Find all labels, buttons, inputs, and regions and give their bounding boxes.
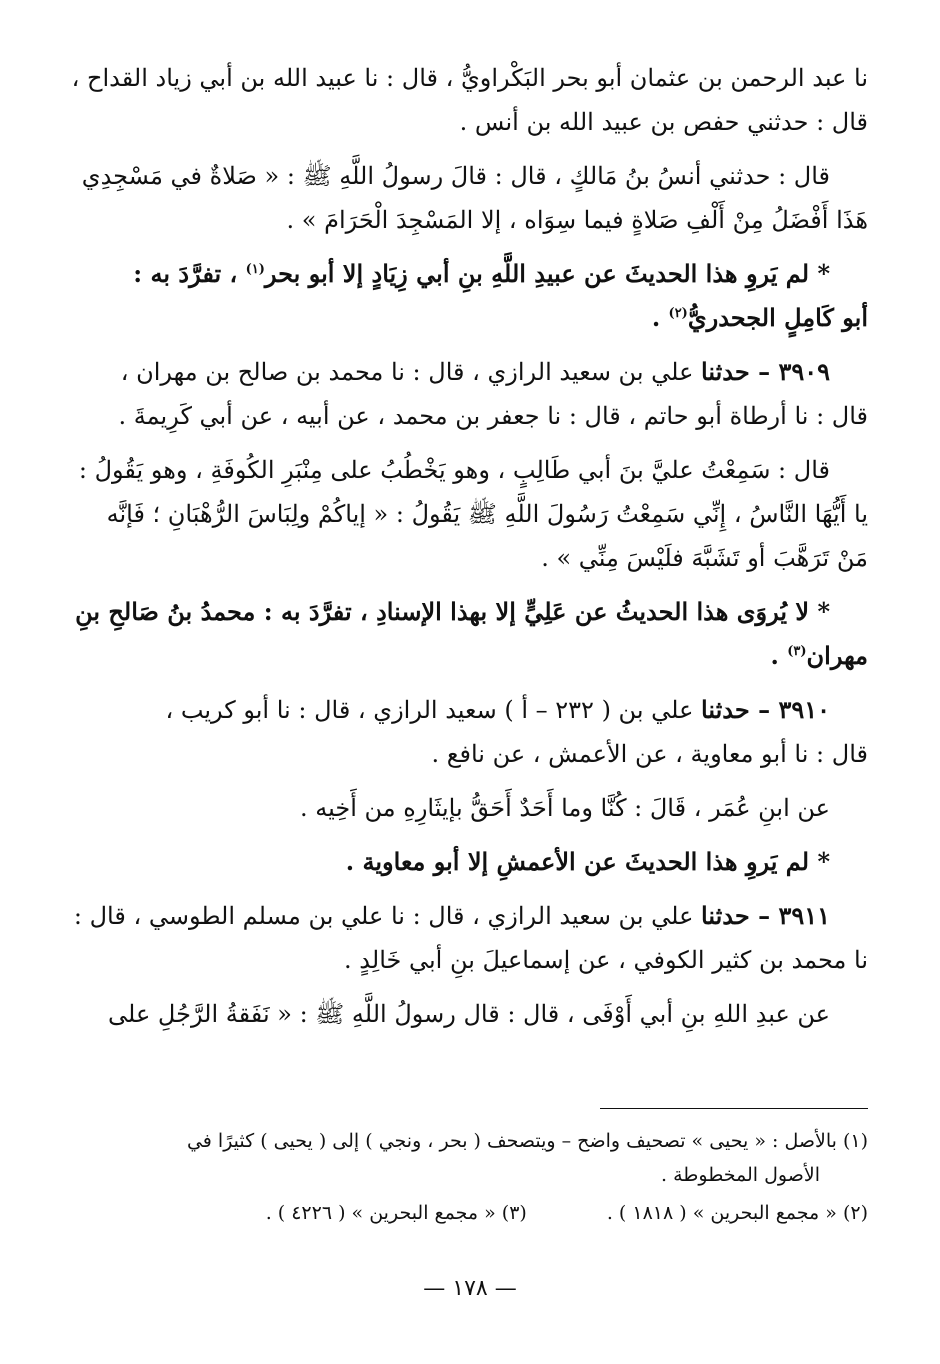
paragraph-hadith-matn bbox=[38, 154, 868, 242]
isnad-text: علي بن سعيد الرازي ، قال : نا علي بن مسلم الطوسي ، قال : bbox=[73, 902, 694, 930]
note-text: . bbox=[651, 303, 661, 332]
footnote-1: (١) بالأصل : « يحيى » تصحيف واضح – ويتصحف ( بحر ، ونجي ) إلى ( يحيى ) كثيرًا في bbox=[186, 1130, 868, 1152]
text-line: * لا يُروَى هذا الحديثُ عن عَلِيٍّ إلا بهذا الإسنادِ ، تفرَّدَ به : محمدُ بنُ صَالحِ بنِ bbox=[75, 597, 830, 626]
footnote-row bbox=[38, 1196, 868, 1230]
text-line: * لم يَروِ هذا الحديثَ عن الأعمشِ إلا أبو معاوية . bbox=[345, 847, 830, 876]
note-text: * لم يَروِ هذا الحديثَ عن عبيدِ اللَّهِ بنِ أبي زِيَادٍ إلا أبو بحر bbox=[264, 259, 830, 288]
text-line: عن ابنِ عُمَر ، قَالَ : كُنَّا وما أَحَدٌ أَحَقُّ بإيثَارِهِ من أَخِيه . bbox=[300, 794, 830, 822]
note-text: مهران bbox=[806, 641, 868, 670]
hadith-number: ٣٩١٠ – حدثنا bbox=[701, 695, 830, 724]
text-line: عن عبدِ اللهِ بنِ أبي أَوْفَى ، قال : قال رسولُ اللَّهِ ﷺ : « نَفَقةُ الرَّجُلِ على bbox=[108, 1000, 830, 1028]
page-number: — ١٧٨ — bbox=[423, 1276, 517, 1301]
paragraph-note bbox=[38, 252, 868, 340]
paragraph-hadith-3910 bbox=[38, 688, 868, 776]
footnote-3: (٣) « مجمع البحرين » ( ٤٢٢٦ ) . bbox=[265, 1202, 527, 1224]
paragraph-note bbox=[38, 840, 868, 884]
footnote-2: (٢) « مجمع البحرين » ( ١٨١٨ ) . bbox=[606, 1202, 868, 1224]
isnad-text: علي بن سعيد الرازي ، قال : نا محمد بن صالح بن مهران ، bbox=[120, 358, 694, 386]
footnote-divider bbox=[600, 1108, 868, 1109]
text-line bbox=[38, 350, 868, 394]
text-line bbox=[38, 688, 868, 732]
footnote-ref: (٣) bbox=[787, 644, 807, 659]
text-line bbox=[38, 894, 868, 938]
isnad-text: علي بن ( ٢٣٢ – أ ) سعيد الرازي ، قال : نا أبو كريب ، bbox=[165, 696, 694, 724]
footnote-ref: (٢) bbox=[668, 306, 688, 321]
paragraph-hadith-3909 bbox=[38, 350, 868, 438]
text-line: قال : حدثني أنسُ بنُ مَالكٍ ، قال : قالَ رسولُ اللَّهِ ﷺ : « صَلاةٌ في مَسْجِدِي bbox=[81, 162, 830, 190]
note-text: . bbox=[770, 641, 779, 670]
footnote-ref: (١) bbox=[245, 262, 265, 277]
paragraph-hadith-matn bbox=[38, 448, 868, 580]
note-text: أبو كَامِلٍ الجحدريُّ bbox=[687, 303, 868, 332]
text-line: هَذَا أَفْضَلُ مِنْ أَلْفِ صَلاةٍ فيما سِوَاه ، إلا المَسْجِدَ الْحَرَامَ » . bbox=[286, 206, 868, 234]
text-line: قال : حدثني حفص بن عبيد الله بن أنس . bbox=[459, 108, 868, 136]
text-line: يا أَيُّهَا النَّاسُ ، إِنِّي سَمِعْتُ رَسُولَ اللَّهِ ﷺ يَقُولُ : « إياكُمْ ولِبَاسَ الرُّهْبَانِ ؛ فَإنَّه bbox=[106, 500, 868, 528]
footnotes bbox=[38, 1124, 868, 1230]
paragraph-hadith-matn bbox=[38, 786, 868, 830]
paragraph-hadith-3911 bbox=[38, 894, 868, 982]
text-line: قال : نا أرطاة أبو حاتم ، قال : نا جعفر بن محمد ، عن أبيه ، عن أبي كَرِيمةَ . bbox=[118, 402, 868, 430]
paragraph-isnad-continuation bbox=[38, 56, 868, 144]
text-line: نا عبد الرحمن بن عثمان أبو بحر البَكْراويُّ ، قال : نا عبيد الله بن أبي زياد القداح ، bbox=[71, 64, 868, 92]
main-text bbox=[38, 56, 868, 1046]
note-text: ، تفرَّدَ به : bbox=[133, 259, 238, 288]
text-line bbox=[38, 296, 868, 340]
text-line bbox=[38, 634, 868, 678]
footnote-1-continuation: الأصول المخطوطة . bbox=[660, 1164, 820, 1186]
hadith-number: ٣٩١١ – حدثنا bbox=[701, 901, 830, 930]
text-line: قال : سَمِعْتُ عليَّ بنَ أبي طَالِبٍ ، وهو يَخْطُبُ على مِنْبَرِ الكُوفَةِ ، وهو يَقُولُ : bbox=[78, 456, 830, 484]
text-line bbox=[38, 252, 868, 296]
text-line: قال : نا أبو معاوية ، عن الأعمش ، عن نافع . bbox=[431, 740, 868, 768]
paragraph-hadith-matn bbox=[38, 992, 868, 1036]
hadith-number: ٣٩٠٩ – حدثنا bbox=[701, 357, 830, 386]
text-line: نا محمد بن كثير الكوفي ، عن إسماعيلَ بنِ أبي خَالِدٍ . bbox=[344, 946, 868, 974]
paragraph-note bbox=[38, 590, 868, 678]
text-line: مَنْ تَرَهَّبَ أو تَشَبَّهَ فلَيْسَ مِنِّي » . bbox=[541, 544, 868, 572]
